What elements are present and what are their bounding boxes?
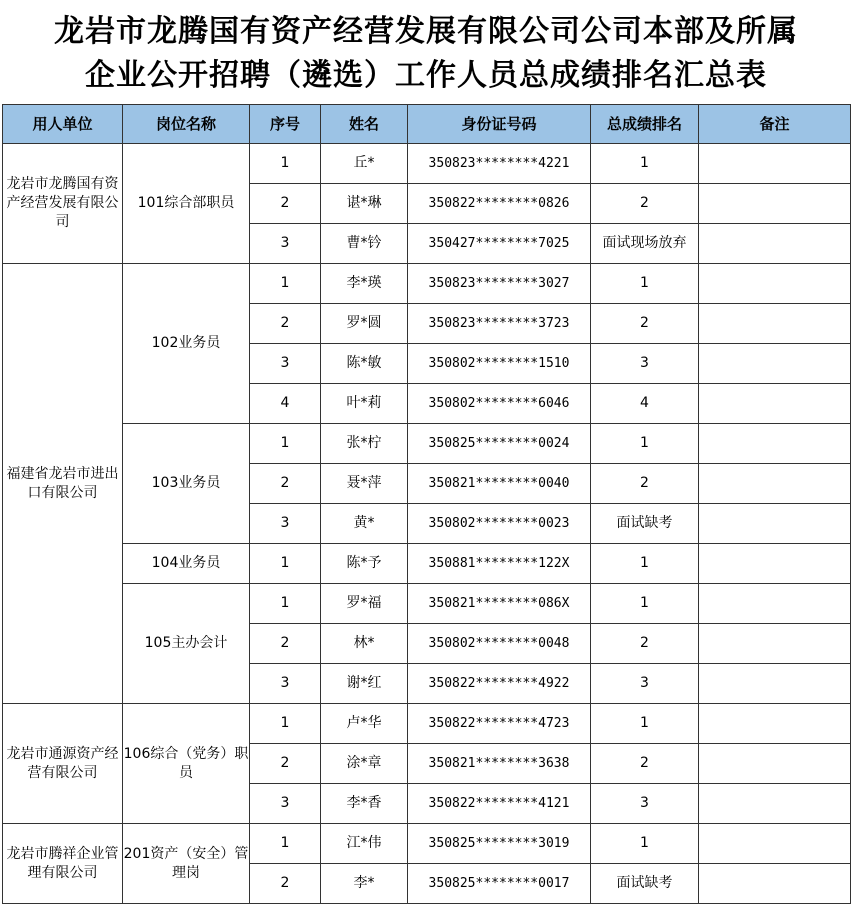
- cell-rank: 1: [591, 584, 699, 624]
- cell-note: [699, 864, 851, 904]
- cell-post: 106综合（党务）职员: [123, 704, 250, 824]
- cell-name: 罗*福: [321, 584, 408, 624]
- cell-note: [699, 544, 851, 584]
- cell-no: 2: [250, 184, 321, 224]
- cell-no: 1: [250, 144, 321, 184]
- page-title-line2: 企业公开招聘（遴选）工作人员总成绩排名汇总表: [85, 58, 767, 93]
- header-name: 姓名: [321, 105, 408, 144]
- page-title-line1: 龙岩市龙腾国有资产经营发展有限公司公司本部及所属: [54, 14, 798, 49]
- cell-id: 350825********3019: [408, 824, 591, 864]
- cell-rank: 3: [591, 784, 699, 824]
- cell-id: 350821********0040: [408, 464, 591, 504]
- cell-name: 江*伟: [321, 824, 408, 864]
- cell-name: 黄*: [321, 504, 408, 544]
- cell-note: [699, 504, 851, 544]
- cell-rank: 2: [591, 624, 699, 664]
- cell-name: 李*: [321, 864, 408, 904]
- header-note: 备注: [699, 105, 851, 144]
- cell-no: 1: [250, 544, 321, 584]
- cell-no: 2: [250, 464, 321, 504]
- cell-unit: 福建省龙岩市进出口有限公司: [3, 264, 123, 704]
- cell-id: 350822********4922: [408, 664, 591, 704]
- cell-rank: 3: [591, 344, 699, 384]
- cell-post: 103业务员: [123, 424, 250, 544]
- cell-id: 350823********3723: [408, 304, 591, 344]
- cell-id: 350881********122X: [408, 544, 591, 584]
- cell-no: 3: [250, 504, 321, 544]
- cell-rank: 面试现场放弃: [591, 224, 699, 264]
- cell-name: 陈*予: [321, 544, 408, 584]
- cell-name: 卢*华: [321, 704, 408, 744]
- cell-note: [699, 424, 851, 464]
- cell-name: 林*: [321, 624, 408, 664]
- cell-note: [699, 704, 851, 744]
- cell-note: [699, 144, 851, 184]
- cell-no: 2: [250, 624, 321, 664]
- cell-name: 涂*章: [321, 744, 408, 784]
- cell-post: 201资产（安全）管理岗: [123, 824, 250, 904]
- cell-id: 350821********3638: [408, 744, 591, 784]
- cell-id: 350802********0048: [408, 624, 591, 664]
- cell-note: [699, 264, 851, 304]
- cell-no: 1: [250, 824, 321, 864]
- cell-rank: 1: [591, 424, 699, 464]
- cell-id: 350802********1510: [408, 344, 591, 384]
- cell-rank: 1: [591, 544, 699, 584]
- cell-id: 350822********4723: [408, 704, 591, 744]
- cell-rank: 1: [591, 704, 699, 744]
- cell-no: 2: [250, 864, 321, 904]
- cell-note: [699, 464, 851, 504]
- cell-name: 张*柠: [321, 424, 408, 464]
- cell-id: 350821********086X: [408, 584, 591, 624]
- cell-name: 陈*敏: [321, 344, 408, 384]
- cell-rank: 1: [591, 264, 699, 304]
- cell-no: 1: [250, 424, 321, 464]
- cell-note: [699, 624, 851, 664]
- header-rank: 总成绩排名: [591, 105, 699, 144]
- cell-note: [699, 304, 851, 344]
- header-row: [3, 105, 851, 144]
- cell-post: 101综合部职员: [123, 144, 250, 264]
- cell-note: [699, 744, 851, 784]
- table-row: [3, 544, 851, 584]
- cell-name: 曹*钤: [321, 224, 408, 264]
- cell-no: 3: [250, 784, 321, 824]
- cell-no: 2: [250, 304, 321, 344]
- cell-no: 1: [250, 584, 321, 624]
- cell-unit: 龙岩市通源资产经营有限公司: [3, 704, 123, 824]
- cell-name: 丘*: [321, 144, 408, 184]
- cell-id: 350802********0023: [408, 504, 591, 544]
- cell-note: [699, 184, 851, 224]
- cell-name: 谌*琳: [321, 184, 408, 224]
- cell-rank: 2: [591, 184, 699, 224]
- cell-no: 3: [250, 664, 321, 704]
- table-row: [3, 144, 851, 184]
- cell-note: [699, 584, 851, 624]
- cell-rank: 4: [591, 384, 699, 424]
- cell-note: [699, 224, 851, 264]
- cell-rank: 2: [591, 744, 699, 784]
- header-id: 身份证号码: [408, 105, 591, 144]
- cell-note: [699, 344, 851, 384]
- cell-name: 聂*萍: [321, 464, 408, 504]
- cell-post: 104业务员: [123, 544, 250, 584]
- cell-note: [699, 784, 851, 824]
- cell-unit: 龙岩市龙腾国有资产经营发展有限公司: [3, 144, 123, 264]
- cell-rank: 面试缺考: [591, 504, 699, 544]
- cell-rank: 3: [591, 664, 699, 704]
- cell-note: [699, 824, 851, 864]
- table-row: [3, 424, 851, 464]
- cell-no: 4: [250, 384, 321, 424]
- cell-id: 350802********6046: [408, 384, 591, 424]
- cell-note: [699, 384, 851, 424]
- header-unit: 用人单位: [3, 105, 123, 144]
- cell-id: 350825********0024: [408, 424, 591, 464]
- cell-no: 2: [250, 744, 321, 784]
- table-row: [3, 584, 851, 624]
- header-no: 序号: [250, 105, 321, 144]
- cell-rank: 1: [591, 824, 699, 864]
- cell-post: 105主办会计: [123, 584, 250, 704]
- table-row: [3, 824, 851, 864]
- cell-post: 102业务员: [123, 264, 250, 424]
- cell-id: 350822********4121: [408, 784, 591, 824]
- cell-no: 1: [250, 704, 321, 744]
- table-row: [3, 704, 851, 744]
- cell-id: 350427********7025: [408, 224, 591, 264]
- cell-id: 350825********0017: [408, 864, 591, 904]
- cell-note: [699, 664, 851, 704]
- cell-id: 350822********0826: [408, 184, 591, 224]
- table-row: [3, 264, 851, 304]
- cell-name: 谢*红: [321, 664, 408, 704]
- cell-name: 李*香: [321, 784, 408, 824]
- cell-unit: 龙岩市腾祥企业管理有限公司: [3, 824, 123, 904]
- cell-name: 罗*圆: [321, 304, 408, 344]
- cell-id: 350823********4221: [408, 144, 591, 184]
- header-post: 岗位名称: [123, 105, 250, 144]
- cell-id: 350823********3027: [408, 264, 591, 304]
- cell-rank: 2: [591, 304, 699, 344]
- cell-no: 3: [250, 224, 321, 264]
- cell-rank: 面试缺考: [591, 864, 699, 904]
- cell-no: 1: [250, 264, 321, 304]
- cell-no: 3: [250, 344, 321, 384]
- cell-rank: 1: [591, 144, 699, 184]
- cell-name: 叶*莉: [321, 384, 408, 424]
- ranking-table: [2, 104, 851, 904]
- cell-name: 李*瑛: [321, 264, 408, 304]
- cell-rank: 2: [591, 464, 699, 504]
